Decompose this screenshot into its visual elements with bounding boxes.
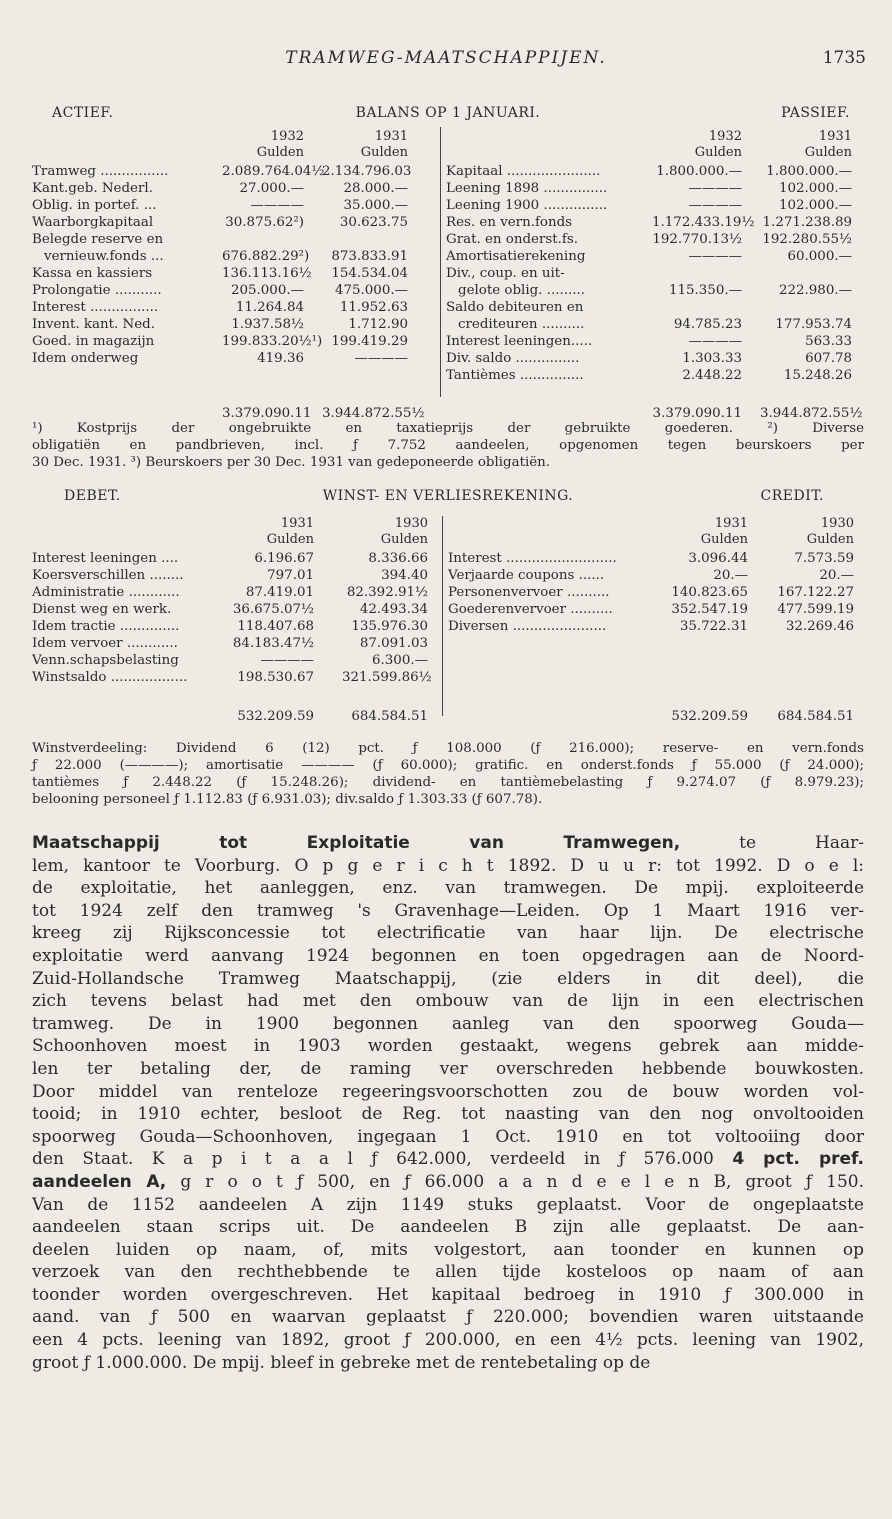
row-value-1: ———— [250,198,304,213]
row-value-1: 94.785.23 [673,317,742,332]
row-label: Tantièmes ............... [446,368,584,383]
row-value-1: 198.530.67 [237,670,314,685]
row-label: Invent. kant. Ned. [32,317,156,332]
row-value-2: ———— [354,351,408,366]
table-row [32,180,864,197]
row-value-2: 177.953.74 [775,317,852,332]
row-label: crediteuren .......... [458,317,585,332]
row-value-2: 607.78 [805,351,852,366]
credit-col2-head: 1930 Gulden [806,516,854,547]
row-value-2: 11.952.63 [339,300,408,315]
table-row [32,601,864,618]
pl-headings [32,488,864,508]
row-label: Grat. en onderst.fs. [446,232,578,247]
assets-heading: ACTIEF. [52,105,114,121]
article-line: zich tevens belast had met den ombouw van de lijn in een electrischen [32,991,864,1012]
row-value-2: 2.134.796.03 [322,164,412,179]
footnote-line: obligatiën en pandbrieven, incl. ƒ 7.752 aandeelen, opgenomen tegen beurskoers per [32,438,864,453]
row-label: Waarborgkapitaal [32,215,154,230]
running-head [0,48,892,72]
row-label: Idem tractie .............. [32,619,180,634]
debit-total-2: 684.584.51 [351,709,428,724]
pref-shares-term: 4 pct. pref. [732,1149,864,1170]
row-value-2: 32.269.46 [785,619,854,634]
table-row [32,299,864,316]
profit-loss-account [32,488,864,728]
credit-heading: CREDIT. [760,488,824,504]
row-value-1: 30.875.62²) [225,215,304,230]
row-value-2: 102.000.— [778,198,852,213]
row-label: Interest .......................... [448,551,617,566]
row-value-1: 1.303.33 [682,351,742,366]
row-label: Goed. in magazijn [32,334,155,349]
row-value-1: 419.36 [257,351,304,366]
article-line: tot 1924 zelf den tramweg 's Gravenhage—Leiden. Op 1 Maart 1916 ver- [32,900,864,921]
distribution-line: Winstverdeeling: Dividend 6 (12) pct. ƒ 108.000 (ƒ 216.000); reserve- en vern.fonds [32,741,864,756]
article-line: aand. van ƒ 500 en waarvan geplaatst ƒ 220.000; bovendien waren uitstaande [32,1307,864,1328]
row-value-1: 2.448.22 [682,368,742,383]
row-value-2: 1.271.238.89 [762,215,852,230]
row-value-1: ———— [688,249,742,264]
assets-total-1: 3.379.090.11 [222,406,312,421]
row-label: Saldo debiteuren en [446,300,584,315]
row-value-2: 82.392.91½ [346,585,428,600]
pl-totals [32,708,864,725]
row-value-2: 199.419.29 [331,334,408,349]
assets-col1-head: 1932 Gulden [256,129,304,160]
row-value-2: 222.980.— [778,283,852,298]
company-article [32,832,864,1374]
article-line: aandeelen staan scrips uit. De aandeelen B zijn alle geplaatst. De aan- [32,1217,864,1238]
row-value-2: 87.091.03 [359,636,428,651]
row-value-1: ———— [688,181,742,196]
table-row [32,367,864,384]
row-label: Tramweg ................ [32,164,169,179]
row-value-1: 118.407.68 [237,619,314,634]
liabilities-heading: PASSIEF. [781,105,850,121]
row-label: Interest ................ [32,300,159,315]
distribution-line: belooning personeel ƒ 1.112.83 (ƒ 6.931.03); div.saldo ƒ 1.303.33 (ƒ 607.78). [32,792,543,807]
table-row [32,550,864,567]
row-value-2: 475.000.— [334,283,408,298]
article-line: Maatschappij tot Exploitatie van Tramwegen, te Haar- [32,833,864,853]
table-row [32,333,864,350]
credit-total-2: 684.584.51 [777,709,854,724]
row-label: Res. en vern.fonds [446,215,573,230]
table-row [32,567,864,584]
row-label: Goederenvervoer .......... [448,602,613,617]
liab-col1-head: 1932 Gulden [694,129,742,160]
shares-a-term: aandeelen A, [32,1171,167,1192]
row-label: Administratie ............ [32,585,180,600]
row-value-2: 7.573.59 [794,551,854,566]
table-row [32,282,864,299]
row-label: Interest leeningen..... [446,334,593,349]
row-value-2: 135.976.30 [351,619,428,634]
table-row [32,248,864,265]
debit-total-1: 532.209.59 [237,709,314,724]
row-value-1: 11.264.84 [235,300,304,315]
liab-total-2: 3.944.872.55½ [760,406,863,421]
table-row [32,618,864,635]
row-value-1: 3.096.44 [688,551,748,566]
row-value-2: 42.493.34 [359,602,428,617]
credit-col1-head: 1931 Gulden [700,516,748,547]
row-value-1: ———— [688,334,742,349]
table-row [32,584,864,601]
row-label: Diversen ...................... [448,619,607,634]
row-label: Idem onderweg [32,351,139,366]
liab-total-1: 3.379.090.11 [652,406,742,421]
row-value-1: 27.000.— [239,181,304,196]
company-name: Maatschappij tot Exploitatie van Tramwegen, [32,833,681,853]
row-label: Dienst weg en werk. [32,602,172,617]
row-value-1: ———— [260,653,314,668]
row-value-1: ———— [688,198,742,213]
row-label: Leening 1900 ............... [446,198,608,213]
article-line: aandeelen A, g r o o t ƒ 500, en ƒ 66.000 a a n d e e l e n B, groot ƒ 150. [32,1171,864,1192]
article-line: lem, kantoor te Voorburg. O p g e r i c h t 1892. D u u r: tot 1992. D o e l: [32,855,864,876]
row-value-2: 8.336.66 [368,551,428,566]
row-value-2: 154.534.04 [331,266,408,281]
assets-total-2: 3.944.872.55½ [322,406,425,421]
table-row [32,669,864,686]
article-line: Schoonhoven moest in 1903 worden gestaakt, wegens gebrek aan midde- [32,1036,864,1057]
row-label: Kapitaal ...................... [446,164,601,179]
credit-total-1: 532.209.59 [671,709,748,724]
row-label: vernieuw.fonds ... [44,249,164,264]
row-value-1: 2.089.764.04½ [222,164,325,179]
row-label: Koersverschillen ........ [32,568,184,583]
row-value-2: 1.800.000.— [766,164,852,179]
balance-sheet [32,105,864,425]
table-row [32,163,864,180]
row-label: Prolongatie ........... [32,283,162,298]
row-value-2: 167.122.27 [777,585,854,600]
row-label: Amortisatierekening [446,249,586,264]
row-value-1: 140.823.65 [671,585,748,600]
row-value-2: 20.— [819,568,854,583]
article-line: tramweg. De in 1900 begonnen aanleg van den spoorweg Gouda— [32,1013,864,1034]
balance-headings [32,105,864,125]
row-value-1: 1.172.433.19½ [652,215,755,230]
row-label: Kant.geb. Nederl. [32,181,153,196]
row-value-1: 676.882.29²) [222,249,310,264]
running-head-title: TRAMWEG-MAATSCHAPPIJEN. [285,48,607,68]
debit-col1-head: 1931 Gulden [266,516,314,547]
row-value-1: 352.547.19 [671,602,748,617]
row-value-1: 192.770.13½ [652,232,742,247]
row-value-2: 6.300.— [372,653,428,668]
row-value-1: 205.000.— [230,283,304,298]
article-line: tooid; in 1910 echter, besloot de Reg. tot naasting van den nog onvoltooiden [32,1104,864,1125]
article-line: exploitatie werd aanvang 1924 begonnen en toen opgedragen aan de Noord- [32,945,864,966]
row-value-2: 1.712.90 [348,317,408,332]
article-line: de exploitatie, het aanleggen, enz. van tramwegen. De mpij. exploiteerde [32,878,864,899]
article-line: Zuid-Hollandsche Tramweg Maatschappij, (zie elders in dit deel), die [32,968,864,989]
row-value-2: 394.40 [381,568,428,583]
row-value-2: 873.833.91 [331,249,408,264]
article-line: Van de 1152 aandeelen A zijn 1149 stuks geplaatst. Voor de ongeplaatste [32,1194,864,1215]
table-row [32,635,864,652]
row-label: Div. saldo ............... [446,351,580,366]
row-value-1: 36.675.07½ [232,602,314,617]
row-label: Belegde reserve en [32,232,164,247]
row-value-2: 563.33 [805,334,852,349]
article-line: den Staat. K a p i t a a l ƒ 642.000, verdeeld in ƒ 576.000 4 pct. pref. [32,1149,864,1170]
row-label: Kassa en kassiers [32,266,153,281]
liab-col2-head: 1931 Gulden [804,129,852,160]
article-line: een 4 pcts. leening van 1892, groot ƒ 200.000, en een 4½ pcts. leening van 1902, [32,1330,864,1351]
table-row [32,214,864,231]
article-line: toonder worden overgeschreven. Het kapitaal bedroeg in 1910 ƒ 300.000 in [32,1284,864,1305]
row-label: Verjaarde coupons ...... [448,568,605,583]
row-value-1: 797.01 [267,568,314,583]
row-label: Winstsaldo .................. [32,670,188,685]
row-value-2: 477.599.19 [777,602,854,617]
table-row [32,652,864,669]
assets-col2-head: 1931 Gulden [360,129,408,160]
row-label: gelote oblig. ......... [458,283,585,298]
row-value-2: 102.000.— [778,181,852,196]
row-value-1: 84.183.47½ [232,636,314,651]
pl-title: WINST- EN VERLIESREKENING. [322,488,574,504]
distribution-line: tantièmes ƒ 2.448.22 (ƒ 15.248.26); dividend- en tantièmebelasting ƒ 9.274.07 (ƒ 8.979.23); [32,775,864,790]
row-value-1: 35.722.31 [679,619,748,634]
row-value-1: 1.937.58½ [231,317,304,332]
debit-heading: DEBET. [64,488,121,504]
article-line: verzoek van den rechthebbende te allen tijde kosteloos op naam of aan [32,1262,864,1283]
row-value-1: 6.196.67 [254,551,314,566]
table-row [32,231,864,248]
row-label: Interest leeningen .... [32,551,179,566]
row-value-2: 321.599.86½ [342,670,432,685]
row-value-1: 1.800.000.— [656,164,742,179]
row-value-1: 20.— [713,568,748,583]
article-line: kreeg zij Rijksconcessie tot electrificatie van haar lijn. De electrische [32,923,864,944]
row-label: Idem vervoer ............ [32,636,178,651]
article-line: deelen luiden op naam, of, mits volgestort, aan toonder en kunnen op [32,1239,864,1260]
article-line: Door middel van renteloze regeeringsvoorschotten zou de bouw worden vol- [32,1081,864,1102]
table-row [32,350,864,367]
row-value-1: 136.113.16½ [222,266,312,281]
row-label: Leening 1898 ............... [446,181,608,196]
row-value-2: 192.280.55½ [762,232,852,247]
row-value-2: 15.248.26 [783,368,852,383]
row-value-2: 30.623.75 [339,215,408,230]
table-row [32,197,864,214]
row-value-1: 87.419.01 [245,585,314,600]
row-value-1: 199.833.20½¹) [222,334,323,349]
debit-col2-head: 1930 Gulden [380,516,428,547]
row-value-1: 115.350.— [668,283,742,298]
page-number: 1735 [822,48,866,68]
row-label: Oblig. in portef. ... [32,198,157,213]
article-line: spoorweg Gouda—Schoonhoven, ingegaan 1 Oct. 1910 en tot voltooiing door [32,1126,864,1147]
article-line: groot ƒ 1.000.000. De mpij. bleef in gebreke met de rentebetaling op de [32,1352,651,1373]
row-value-2: 35.000.— [343,198,408,213]
distribution-line: ƒ 22.000 (————); amortisatie ———— (ƒ 60.000); gratific. en onderst.fonds ƒ 55.000 (ƒ 24.000); [32,758,864,773]
row-label: Venn.schapsbelasting [32,653,179,668]
row-label: Personenvervoer .......... [448,585,610,600]
table-row [32,265,864,282]
row-value-2: 60.000.— [787,249,852,264]
table-row [32,316,864,333]
row-value-2: 28.000.— [343,181,408,196]
article-line: len ter betaling der, de raming ver overschreden hebbende bouwkosten. [32,1058,864,1079]
footnote-line: 30 Dec. 1931. ³) Beurskoers per 30 Dec. 1931 van gedeponeerde obligatiën. [32,455,551,470]
footnote-line: ¹) Kostprijs der ongebruikte en taxatieprijs der gebruikte goederen. ²) Diverse [32,421,864,436]
row-label: Div., coup. en uit- [446,266,565,281]
balance-title: BALANS OP 1 JANUARI. [355,105,541,121]
